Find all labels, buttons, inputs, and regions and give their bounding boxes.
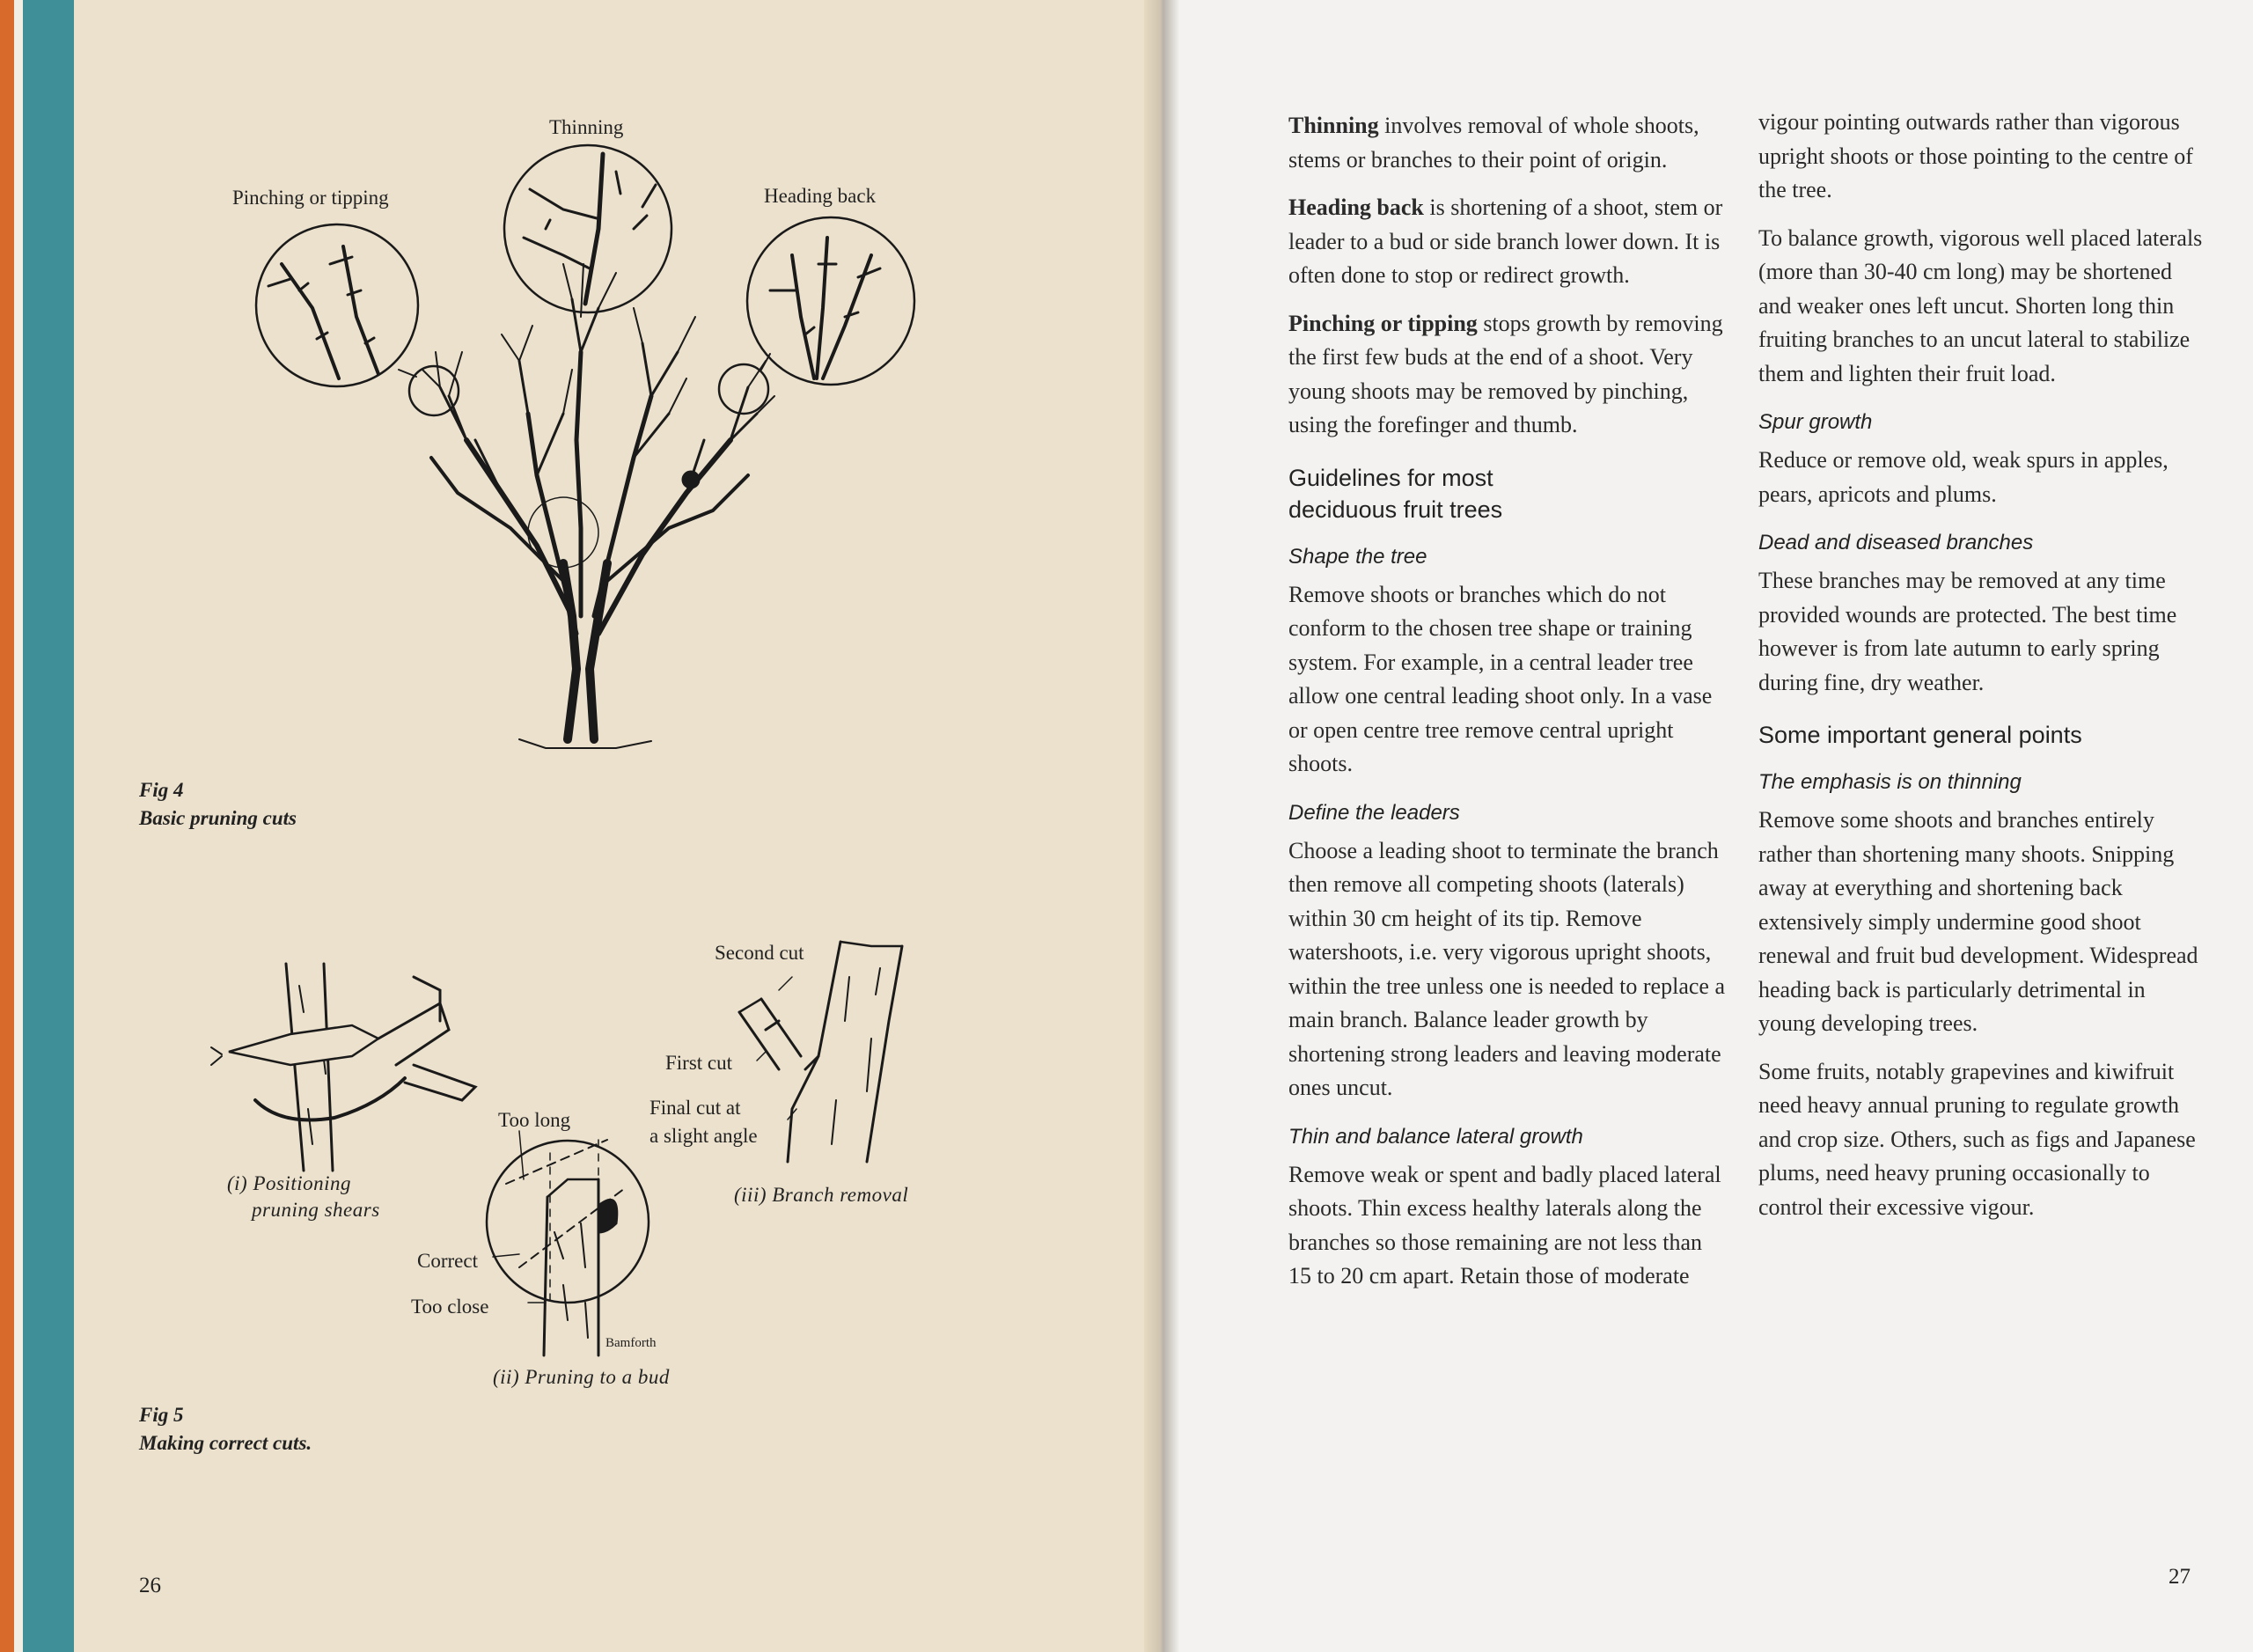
label-first-cut: First cut [665,1052,733,1074]
subheading-shape-the-tree: Shape the tree [1288,544,1427,569]
fig5-caption-text: Making correct cuts. [139,1432,312,1454]
label-second-cut: Second cut [715,942,804,964]
subcaption-ii: (ii) Pruning to a bud [493,1366,670,1388]
pinching-detail [256,224,418,386]
bud-illustration [487,1131,649,1355]
para-heading-back-text: is shortening of a shoot, stem or leader to a bud or side branch lower down. It is often done to stop or redirect growth. [1288,195,1723,288]
fig4-caption-number: Fig 4 [139,779,184,801]
book-gutter [1144,0,1179,1652]
term-thinning: Thinning [1288,113,1379,138]
term-heading-back: Heading back [1288,195,1424,220]
label-pinching-or-tipping: Pinching or tipping [232,187,389,209]
artist-signature: Bamforth [605,1336,657,1350]
subcaption-i-line1: (i) Positioning [227,1172,352,1194]
page-number-right: 27 [2169,1565,2191,1589]
subheading-spur-growth: Spur growth [1758,410,1873,434]
para-emphasis-thinning: Remove some shoots and branches entirely rather than shortening many shoots. Snipping away at everything and shortening back extensively simply undermine good shoot renewal and fruit bud development. Widespread heading back is particularly detrimental in young developing trees. [1758,807,2198,1036]
shears-illustration [211,964,475,1171]
fig4-caption [139,776,297,833]
para-spur-growth: Reduce or remove old, weak spurs in apples, pears, apricots and plums. [1758,447,2169,507]
label-heading-back: Heading back [764,185,877,207]
para-balance-growth: To balance growth, vigorous well placed laterals (more than 30-40 cm long) may be shortened and weaker ones left uncut. Shorten long thin fruiting branches to an uncut lateral to stabilize them and lighten their fruit load. [1758,224,2203,386]
label-correct: Correct [417,1250,478,1272]
label-final-cut-line1: Final cut at [649,1097,741,1119]
subheading-thin-lateral: Thin and balance lateral growth [1288,1124,1583,1149]
para-dead-branches: These branches may be removed at any time provided wounds are protected. The best time however is from late autumn to early spring during fine, dry weather. [1758,568,2177,695]
subheading-emphasis-thinning: The emphasis is on thinning [1758,770,2022,794]
text-column-1 [1288,109,1728,1308]
para-define-leaders: Choose a leading shoot to terminate the branch then remove all competing shoots (laterals) within 30 cm height of its tip. Remove watershoots, i.e. very vigorous upright shoots, within the tree unless one is needed to replace a main branch. Balance leader growth by shortening strong leaders and leaving moderate ones uncut. [1288,837,1725,1100]
para-pinching [1288,307,1728,443]
subcaption-iii: (iii) Branch removal [734,1184,909,1206]
heading-back-detail [747,217,914,385]
para-thinning-text: involves removal of whole shoots, stems or branches to their point of origin. [1288,113,1699,173]
subheading-dead-branches: Dead and diseased branches [1758,531,2034,554]
para-vigour-cont: vigour pointing outwards rather than vigorous upright shoots or those pointing to the centre of the tree. [1758,109,2193,202]
text-column-2 [1758,106,2207,1238]
para-thinning [1288,109,1728,177]
fig4-caption-text: Basic pruning cuts [139,807,297,829]
para-shape-the-tree: Remove shoots or branches which do not conform to the chosen tree shape or training system. For example, in a central leader tree allow one central leading shoot only. In a vase or open centre tree remove central upright shoots. [1288,581,1713,776]
para-heading-back [1288,191,1728,293]
branch-illustration [739,942,902,1162]
fig5-caption [139,1401,312,1457]
subcaption-i-line2: pruning shears [252,1199,380,1221]
thinning-detail [504,145,671,312]
label-too-long: Too long [498,1109,571,1131]
heading-guidelines: Guidelines for most deciduous fruit trees [1288,464,1503,523]
tree-illustration [399,264,774,748]
label-final-cut-line2: a slight angle [649,1125,758,1147]
para-thin-lateral: Remove weak or spent and badly placed lateral shoots. Thin excess healthy laterals along the branches so those remaining are not less than 15 to 20 cm apart. Retain those of moderate [1288,1161,1721,1289]
para-some-fruits: Some fruits, notably grapevines and kiwifruit need heavy annual pruning to regulate growth and crop size. Others, such as figs and Japanese plums, need heavy pruning occasionally to control their excessive vigour. [1758,1058,2196,1220]
fig5-caption-number: Fig 5 [139,1404,184,1426]
heading-general-points: Some important general points [1758,722,2082,748]
label-thinning: Thinning [549,116,624,138]
subheading-define-leaders: Define the leaders [1288,800,1460,825]
para-pinching-text: stops growth by removing the first few buds at the end of a shoot. Very young shoots may be removed by pinching, using the forefinger and thumb. [1288,310,1723,437]
term-pinching: Pinching or tipping [1288,310,1478,336]
label-too-close: Too close [411,1296,489,1318]
page-number-left: 26 [139,1574,161,1597]
